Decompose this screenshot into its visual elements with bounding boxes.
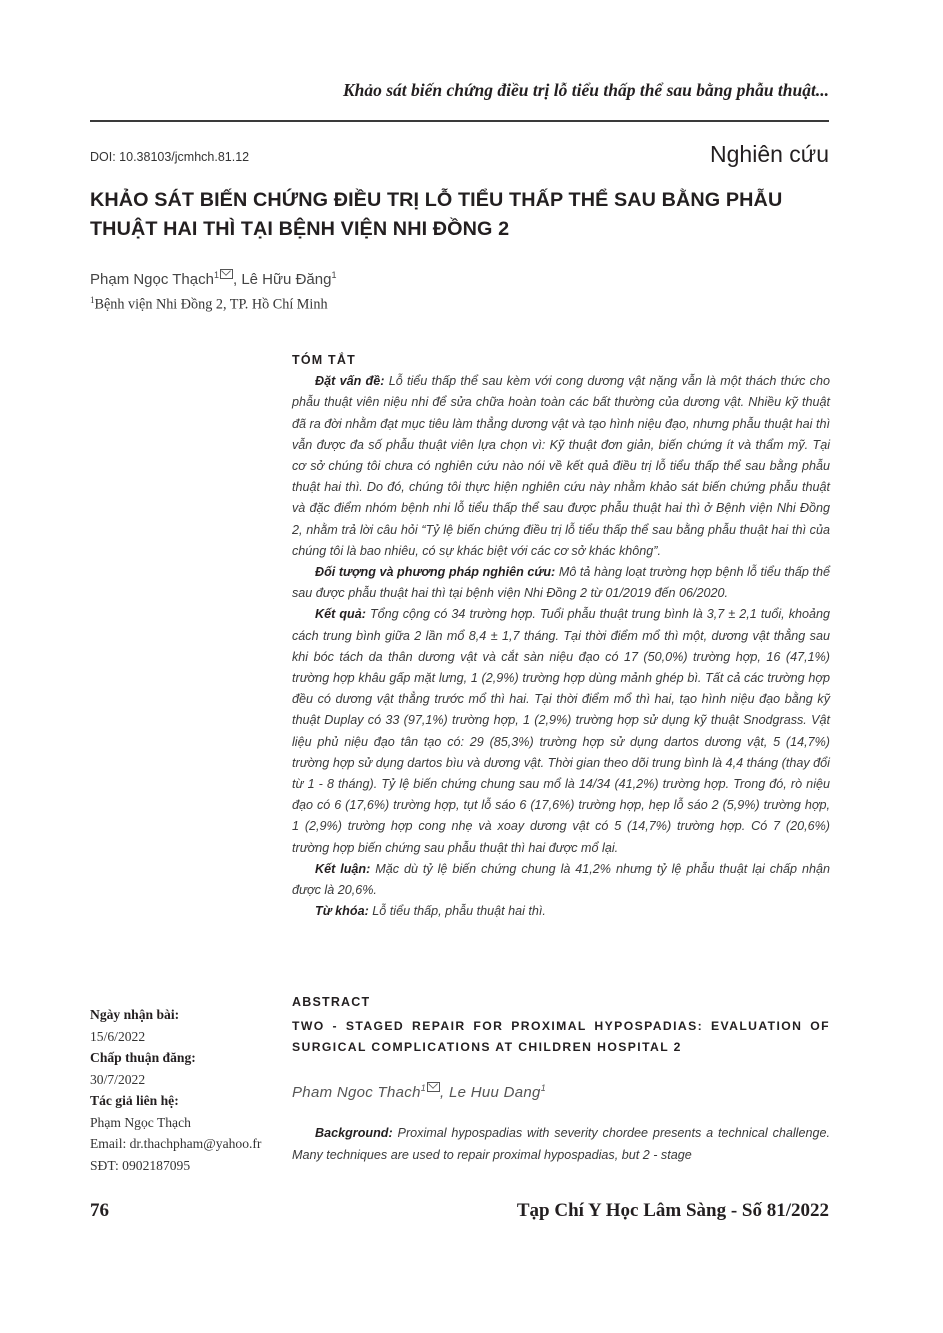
summary-methods (292, 562, 830, 604)
summary-heading: TÓM TẮT (292, 353, 356, 367)
author-1: Phạm Ngọc Thạch (90, 271, 214, 288)
envelope-icon (220, 269, 233, 279)
running-head: Khảo sát biến chứng điều trị lỗ tiểu thấp thể sau bằng phẫu thuật... (342, 80, 829, 100)
received-date: 15/6/2022 (90, 1028, 146, 1044)
abstract-english (292, 992, 830, 1166)
summary-keywords (292, 901, 830, 922)
abstract-author-separator: , (440, 1084, 449, 1102)
results-lead: Kết quả: (315, 607, 366, 622)
author-2-affil: 1 (331, 270, 337, 280)
author-line (90, 270, 336, 288)
keywords-text: Lỗ tiểu thấp, phẫu thuật hai thì. (368, 904, 546, 919)
abstract-background-text: Proximal hypospadias with severity chordee presents a technical challenge. Many techniques are used to repair proximal hypospadias, but 2 - stage (292, 1126, 830, 1162)
conclusion-text: Mặc dù tỷ lệ biến chứng chung là 41,2% nhưng tỷ lệ phẫu thuật lại chấp nhận được là 20,6%. (292, 861, 830, 898)
keywords-lead: Từ khóa: (315, 904, 369, 919)
abstract-author-1: Pham Ngoc Thach (292, 1084, 421, 1102)
contact-phone: SĐT: 0902187095 (90, 1157, 191, 1173)
article-title: KHẢO SÁT BIẾN CHỨNG ĐIỀU TRỊ LỖ TIỂU THẤP THỂ SAU BẰNG PHẪU THUẬT HAI THÌ TẠI BỆNH VIỆN NHI ĐỒNG 2 (90, 189, 783, 240)
results-text: Tổng cộng có 34 trường hợp. Tuổi phẫu thuật trung bình là 3,7 ± 2,1 tuổi, khoảng cách trung bình giữa 2 lần mổ 8,4 ± 1,7 tháng. Tại thời điểm mổ thì một, dương vật thẳng sau khi bóc tách da thân dương vật và cắt sàn niệu đạo có 17 (50,0%) trường hợp, 16 (47,1%) trường hợp khâu gấp mặt lưng, 1 (2,9%) trường hợp dùng mảnh ghép bì. Tất cả các trường hợp đều có dương vật thẳng trước mổ thì hai. Tại thời điểm mổ thì hai, tạo hình niệu đạo bằng kỹ thuật Duplay có 33 (97,1%) trường hợp, 1 (2,9%) trường hợp sử dụng kỹ thuật Snodgrass. Vật liệu phủ niệu đạo tân tạo có: 29 (85,3%) trường hợp sử dụng dartos dương vật, 5 (14,7%) trường hợp sử dụng dartos bìu và dương vật. Thời gian theo dõi trung bình là 4,4 tháng (thay đổi từ 1 - 8 tháng). Tỷ lệ biến chứng chung sau mổ là 14/34 (41,2%) trường hợp. Trong đó, rò niệu đạo có 6 (17,6%) trường hợp, tụt lỗ sáo 6 (17,6%) trường hợp, hẹp lỗ sáo 2 (5,9%) trường hợp, 1 (2,9%) trường hợp cong nhẹ và xoay dương vật có 5 (14,7%) trường hợp. Có 7 (20,6%) trường hợp biến chứng sau phẫu thuật thì hai được mổ lại. (292, 607, 831, 855)
section-label: Nghiên cứu (710, 141, 829, 167)
header-rule (90, 120, 829, 122)
abstract-background (292, 1123, 830, 1165)
background-lead: Đặt vấn đề: (315, 374, 385, 389)
author-1-affil: 1 (213, 270, 219, 280)
author-2: Lê Hữu Đăng (241, 271, 332, 288)
envelope-icon (427, 1082, 440, 1092)
summary-conclusion (292, 859, 830, 901)
accepted-label: Chấp thuận đăng: (90, 1050, 196, 1065)
abstract-author-2-affil: 1 (540, 1083, 546, 1094)
background-text: Lỗ tiểu thấp thể sau kèm với cong dương vật nặng vẫn là một thách thức cho phẫu thuật viên niệu nhi để sửa chữa hoàn toàn các bất thường của dương vật. Nhiều kỹ thuật đã ra đời nhằm đạt mục tiêu làm thẳng dương vật và tạo hình niệu đạo, nhưng phẫu thuật hai thì vẫn được đa số phẫu thuật viên lựa chọn vì: Kỹ thuật đơn giản, biến chứng ít và thẩm mỹ. Tại cơ sở chúng tôi chưa có nghiên cứu nào nói về kết quả điều trị lỗ tiểu thấp thể sau bằng phẫu thuật hai thì. Do đó, chúng tôi thực hiện nghiên cứu này nhằm khảo sát biến chứng phẫu thuật và đặc điểm nhóm bệnh nhi lỗ tiểu thấp thể sau được phẫu thuật hai thì ở Bệnh viện Nhi Đồng 2, nhằm trả lời câu hỏi “Tỷ lệ biến chứng điều trị lỗ tiểu thấp thể sau bằng phẫu thuật hai thì của chúng tôi là bao nhiêu, có sự khác biệt với các cơ sở khác không”. (292, 374, 830, 558)
methods-text: Mô tả hàng loạt trường hợp bệnh lỗ tiểu thấp thể sau được phẫu thuật hai thì tại bệnh viện Nhi Đồng 2 từ 01/2019 đến 06/2020. (292, 565, 830, 601)
abstract-background-lead: Background: (315, 1126, 393, 1141)
doi: DOI: 10.38103/jcmhch.81.12 (90, 150, 250, 164)
contact-email: Email: dr.thachpham@yahoo.fr (90, 1136, 262, 1151)
affiliation (90, 295, 328, 314)
abstract-author-1-affil: 1 (420, 1083, 427, 1094)
summary-vietnamese (292, 350, 830, 922)
journal-footer: Tạp Chí Y Học Lâm Sàng - Số 81/2022 (516, 1200, 829, 1221)
received-label: Ngày nhận bài: (90, 1007, 180, 1022)
article-info-sidebar (90, 1004, 290, 1176)
contact-label: Tác giả liên hệ: (90, 1093, 179, 1108)
conclusion-lead: Kết luận: (315, 861, 371, 876)
summary-background (292, 371, 830, 562)
methods-lead: Đối tượng và phương pháp nghiên cứu: (315, 565, 556, 580)
affiliation-text: Bệnh viện Nhi Đồng 2, TP. Hồ Chí Minh (94, 296, 328, 313)
accepted-date: 30/7/2022 (90, 1071, 146, 1087)
summary-results (292, 604, 830, 858)
page-number: 76 (90, 1200, 109, 1221)
abstract-authors (292, 1078, 830, 1103)
affiliation-number: 1 (90, 295, 95, 305)
abstract-heading: ABSTRACT (292, 995, 371, 1009)
abstract-title: TWO - STAGED REPAIR FOR PROXIMAL HYPOSPADIAS: EVALUATION OF SURGICAL COMPLICATIONS AT CHILDREN HOSPITAL 2 (292, 1019, 830, 1055)
contact-name: Phạm Ngọc Thạch (90, 1114, 191, 1130)
author-separator: , (232, 271, 242, 288)
abstract-author-2: Le Huu Dang (448, 1084, 541, 1102)
